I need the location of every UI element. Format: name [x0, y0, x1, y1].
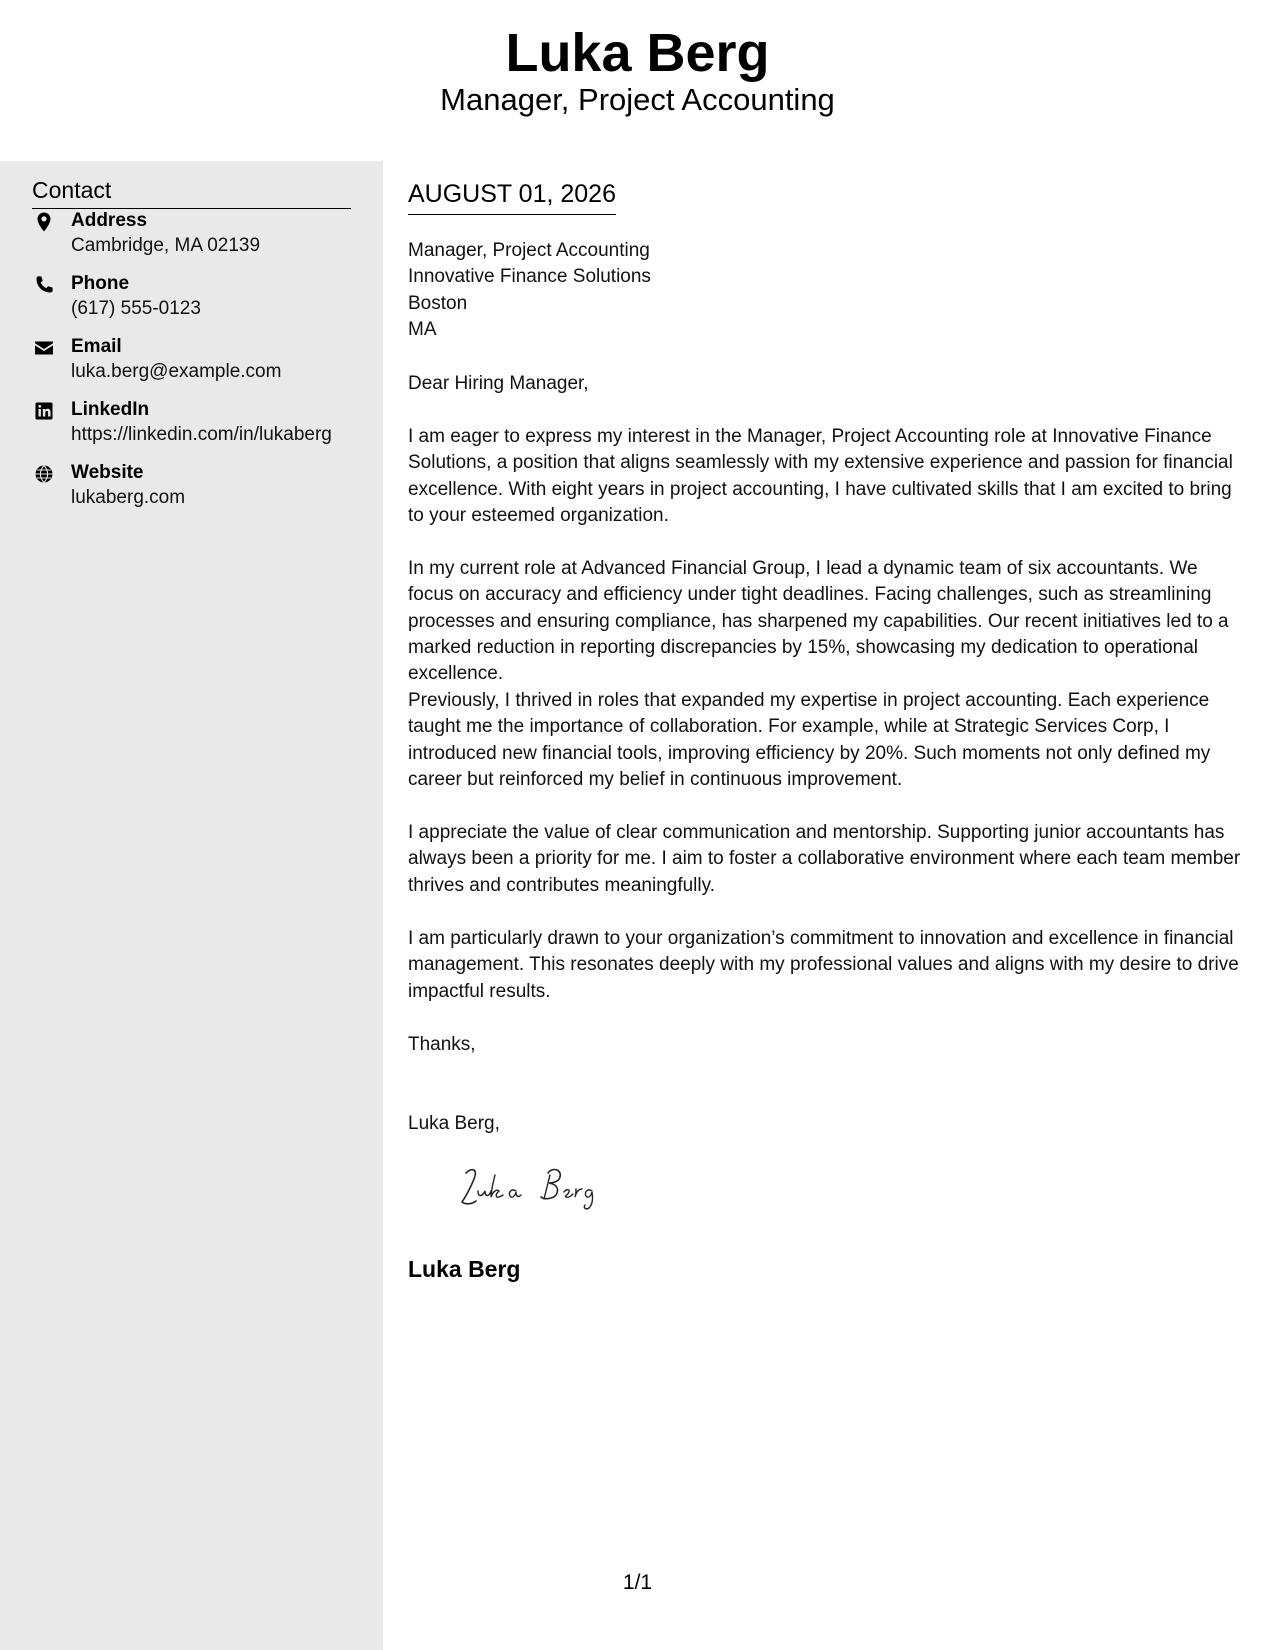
- letter-paragraph: I appreciate the value of clear communication and mentorship. Supporting junior accountants has always been a priority for me. I aim to foster a collaborative environment where each team member thrives and contributes meaningfully.: [408, 822, 1241, 896]
- contact-label-phone: Phone: [71, 273, 130, 294]
- envelope-icon: [32, 336, 56, 360]
- applicant-name: Luka Berg: [505, 23, 770, 83]
- recipient-line: MA: [408, 318, 437, 340]
- contact-value-email: luka.berg@example.com: [71, 361, 282, 382]
- letter-paragraph: Previously, I thrived in roles that expanded my expertise in project accounting. Each experience taught me the importance of collaboration. For example, while at Strategic Services Corp, I introduced new financial tools, improving efficiency by 20%. Such moments not only defined my career but reinforced my belief in continuous improvement.: [408, 690, 1211, 790]
- applicant-title: Manager, Project Accounting: [440, 82, 835, 117]
- linkedin-icon: [32, 399, 56, 423]
- contact-value-linkedin: https://linkedin.com/in/lukaberg: [71, 424, 332, 445]
- letter-paragraph: In my current role at Advanced Financial Group, I lead a dynamic team of six accountants. We focus on accuracy and efficiency under tight deadlines. Facing challenges, such as streamlining processes and ensuring compliance, has sharpened my capabilities. Our recent initiatives led to a marked reduction in reporting discrepancies by 15%, showcasing my dedication to operational excellence.: [408, 558, 1229, 685]
- salutation: Dear Hiring Manager,: [408, 373, 589, 394]
- map-pin-icon: [32, 210, 56, 234]
- page-header: [0, 0, 1275, 161]
- phone-icon: [32, 273, 56, 297]
- sign-off-name: Luka Berg,: [408, 1113, 500, 1134]
- signer-name: Luka Berg: [408, 1256, 521, 1282]
- handwritten-signature: [452, 1161, 632, 1216]
- recipient-line: Manager, Project Accounting: [408, 240, 650, 261]
- contact-sidebar: [0, 161, 383, 1650]
- letter-paragraph: I am eager to express my interest in the Manager, Project Accounting role at Innovative Finance Solutions, a position that aligns seamlessly with my extensive experience and passion for financial excellence. With eight years in project accounting, I have cultivated skills that I am excited to bring to your esteemed organization.: [408, 426, 1233, 526]
- letter-paragraph: I am particularly drawn to your organization’s commitment to innovation and excellence in financial management. This resonates deeply with my professional values and aligns with my desire to drive impactful results.: [408, 928, 1239, 1002]
- contact-label-address: Address: [71, 210, 148, 231]
- globe-icon: [32, 462, 56, 486]
- contact-value-phone: (617) 555-0123: [71, 298, 201, 319]
- closing: Thanks,: [408, 1034, 476, 1055]
- letter-date: AUGUST 01, 2026: [408, 178, 616, 215]
- page-number: 1/1: [622, 1571, 653, 1594]
- recipient-block: [408, 238, 651, 343]
- contact-value-website: lukaberg.com: [71, 487, 186, 508]
- contact-heading: Contact: [32, 175, 351, 209]
- contact-label-website: Website: [71, 462, 144, 483]
- contact-label-linkedin: LinkedIn: [71, 399, 150, 420]
- recipient-line: Boston: [408, 292, 468, 314]
- contact-value-address: Cambridge, MA 02139: [71, 235, 261, 256]
- recipient-line: Innovative Finance Solutions: [408, 266, 651, 288]
- contact-label-email: Email: [71, 336, 122, 357]
